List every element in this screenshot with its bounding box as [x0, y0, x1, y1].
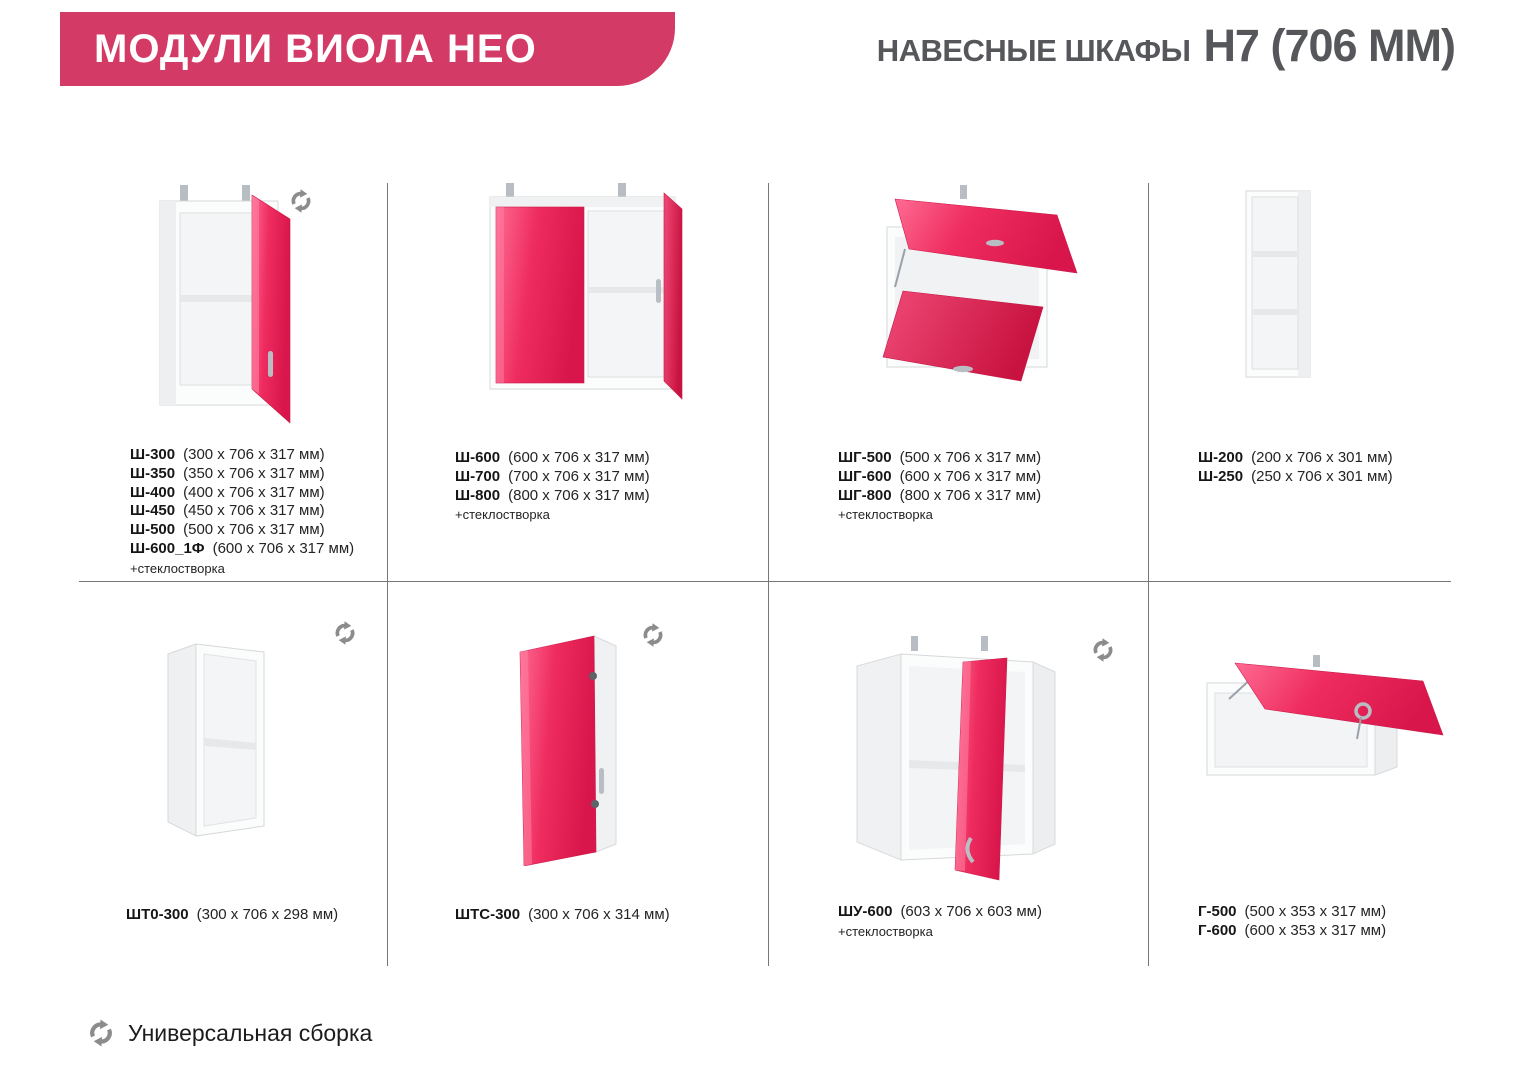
model-row	[130, 446, 354, 465]
model-row	[130, 502, 354, 521]
grid-divider-horizontal	[79, 581, 1451, 582]
model-list-g	[1198, 903, 1386, 941]
model-code: Ш-400	[130, 483, 176, 501]
model-dims: (400 x 706 x 317 мм)	[183, 483, 325, 501]
model-code: Ш-350	[130, 464, 176, 482]
model-dims: (200 x 706 x 301 мм)	[1251, 449, 1393, 466]
model-row	[130, 521, 354, 540]
model-code: ШГ-600	[838, 467, 892, 485]
model-code: Ш-500	[130, 521, 176, 539]
model-code: ШУ-600	[838, 903, 893, 920]
banner-title: МОДУЛИ ВИОЛА НЕО	[94, 26, 537, 71]
model-code: Г-600	[1198, 921, 1237, 939]
universal-assembly-icon	[288, 188, 314, 214]
model-code: ШГ-500	[838, 449, 892, 466]
model-dims: (500 x 353 x 317 мм)	[1244, 903, 1387, 920]
model-dims: (800 x 706 x 317 мм)	[508, 486, 650, 504]
model-list-shts	[455, 906, 670, 925]
legend-label: Универсальная сборка	[128, 1019, 373, 1046]
model-row	[838, 468, 1041, 487]
model-code: Ш-600	[455, 449, 501, 466]
model-dims: (800 x 706 x 317 мм)	[899, 486, 1042, 504]
model-row	[126, 906, 338, 925]
grid-divider-vertical-3	[1148, 183, 1149, 966]
model-code: Ш-800	[455, 486, 501, 504]
model-row	[1198, 903, 1386, 922]
glass-door-note: +стеклостворка	[838, 923, 933, 939]
cabinet-image-g-500	[1195, 655, 1445, 810]
cabinet-image-shto-300	[152, 630, 282, 860]
cabinet-image-shu-600	[845, 632, 1090, 887]
model-code: ШГ-800	[838, 486, 892, 504]
model-dims: (600 x 706 x 317 мм)	[899, 467, 1042, 485]
cabinet-image-shg-500	[845, 185, 1085, 405]
category-label: НАВЕСНЫЕ ШКАФЫ	[876, 33, 1191, 68]
model-dims: (300 x 706 x 314 мм)	[528, 906, 670, 923]
glass-door-note: +стеклостворка	[130, 560, 225, 576]
legend-universal-assembly	[86, 1018, 372, 1048]
model-row	[130, 540, 354, 559]
model-code: ШТС-300	[455, 906, 521, 923]
model-code: ШТ0-300	[126, 906, 189, 923]
model-row	[1198, 468, 1393, 487]
model-dims: (500 x 706 x 317 мм)	[183, 521, 325, 539]
model-dims: (250 x 706 x 301 мм)	[1251, 467, 1393, 485]
model-dims: (700 x 706 x 317 мм)	[508, 467, 650, 485]
model-dims: (450 x 706 x 317 мм)	[183, 502, 325, 520]
universal-assembly-icon	[86, 1018, 116, 1048]
universal-assembly-icon	[332, 620, 358, 646]
model-dims: (600 x 706 x 317 мм)	[508, 449, 650, 466]
universal-assembly-icon	[1090, 637, 1116, 663]
model-row	[130, 465, 354, 484]
cabinet-image-sh-200	[1232, 185, 1332, 390]
cabinet-image-shts-300	[498, 626, 638, 871]
model-dims: (300 x 706 x 317 мм)	[183, 446, 325, 463]
model-list-shg	[838, 449, 1041, 525]
model-dims: (600 x 706 x 317 мм)	[212, 539, 355, 557]
model-code: Ш-200	[1198, 449, 1244, 466]
model-dims: (600 x 353 x 317 мм)	[1244, 921, 1387, 939]
model-list-shto	[126, 906, 338, 925]
model-list-shu	[838, 903, 1042, 942]
model-list-sh-narrow	[1198, 449, 1393, 487]
model-dims: (500 x 706 x 317 мм)	[899, 449, 1042, 466]
model-row	[838, 487, 1041, 506]
model-list-sh	[130, 446, 354, 579]
cabinet-image-sh-300	[130, 183, 330, 443]
model-code: Ш-300	[130, 446, 176, 463]
model-row	[455, 449, 650, 468]
model-row	[1198, 922, 1386, 941]
model-row	[130, 484, 354, 503]
model-row	[455, 487, 650, 506]
model-dims: (300 x 706 x 298 мм)	[196, 906, 339, 923]
grid-divider-vertical-2	[768, 183, 769, 966]
model-row	[1198, 449, 1393, 468]
series-label: Н7 (706 ММ)	[1203, 20, 1455, 71]
glass-door-note: +стеклостворка	[455, 507, 550, 523]
model-code: Ш-250	[1198, 467, 1244, 485]
page-title	[877, 20, 1455, 72]
grid-divider-vertical-1	[387, 183, 388, 966]
glass-door-note: +стеклостворка	[838, 507, 933, 523]
cabinet-image-sh-600	[468, 183, 703, 418]
model-list-sh-wide	[455, 449, 650, 525]
model-dims: (603 x 706 x 603 мм)	[900, 903, 1042, 920]
model-code: Г-500	[1198, 903, 1237, 920]
model-code: Ш-450	[130, 502, 176, 520]
model-row	[838, 903, 1042, 922]
model-dims: (350 x 706 x 317 мм)	[183, 464, 325, 482]
model-code: Ш-600_1Ф	[130, 539, 205, 557]
model-code: Ш-700	[455, 467, 501, 485]
model-row	[838, 449, 1041, 468]
model-row	[455, 906, 670, 925]
model-row	[455, 468, 650, 487]
universal-assembly-icon	[640, 622, 666, 648]
brand-banner	[60, 12, 675, 86]
